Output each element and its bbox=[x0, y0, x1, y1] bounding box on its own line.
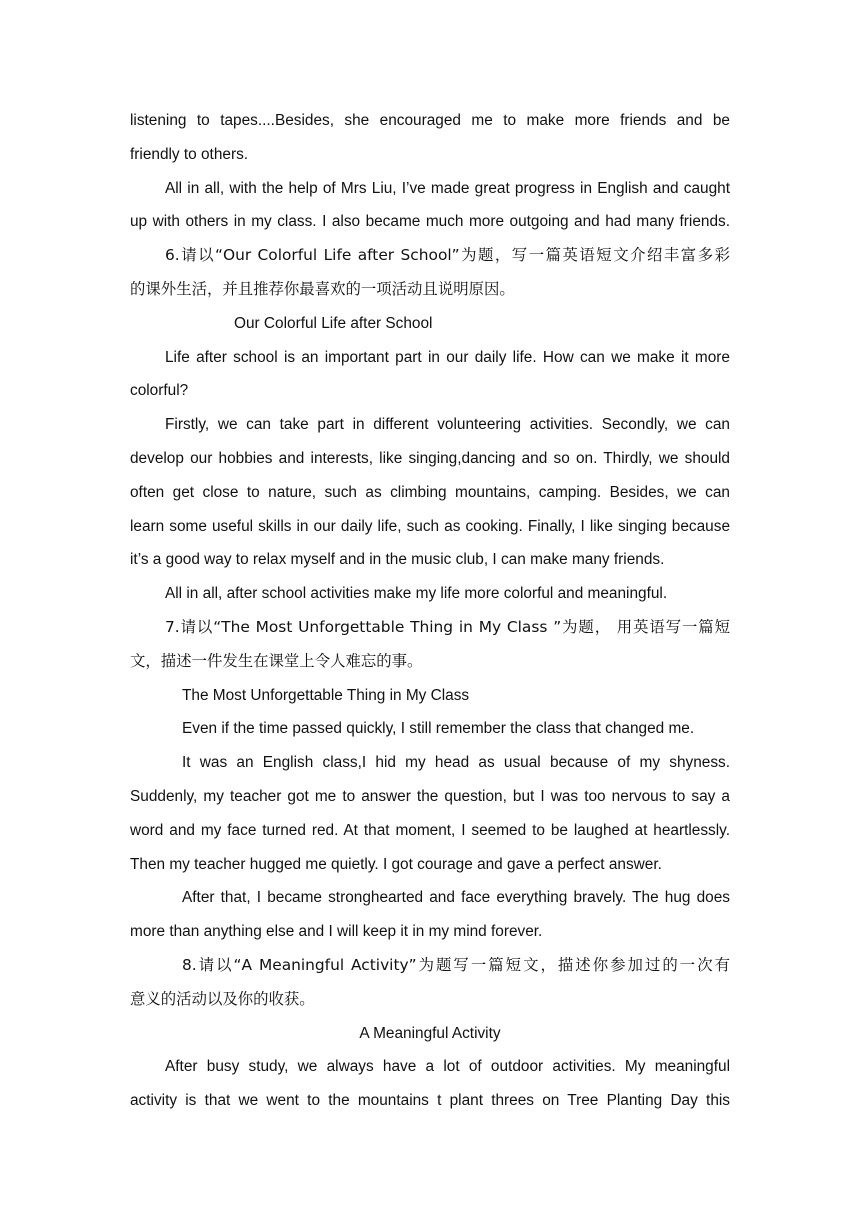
text-line: Suddenly, my teacher got me to answer the question, but I was too nervous to say a bbox=[130, 787, 730, 805]
text-line: 文，描述一件发生在课堂上令人难忘的事。 bbox=[130, 651, 423, 670]
text-line: After that, I became stronghearted and face everything bravely. The hug does bbox=[182, 889, 730, 907]
text-line: It was an English class,I hid my head as usual because of my shyness. bbox=[182, 754, 730, 772]
text-line: learn some useful skills in our daily life, such as cooking. Finally, I like singing because bbox=[130, 517, 730, 535]
text-line: Our Colorful Life after School bbox=[234, 314, 433, 332]
text-line: 6.请以“Our Colorful Life after School”为题，写一篇英语短文介绍丰富多彩 bbox=[165, 246, 730, 265]
text-line: develop our hobbies and interests, like singing,dancing and so on. Thirdly, we should bbox=[130, 449, 730, 467]
text-line: colorful? bbox=[130, 382, 189, 400]
text-line: 意义的活动以及你的收获。 bbox=[130, 989, 315, 1008]
text-line: it’s a good way to relax myself and in the music club, I can make many friends. bbox=[130, 551, 665, 569]
text-line: Then my teacher hugged me quietly. I got courage and gave a perfect answer. bbox=[130, 855, 662, 873]
text-line: All in all, with the help of Mrs Liu, I’ve made great progress in English and caught bbox=[165, 179, 730, 197]
text-line: After busy study, we always have a lot of outdoor activities. My meaningful bbox=[165, 1058, 730, 1076]
text-line: listening to tapes....Besides, she encouraged me to make more friends and be bbox=[130, 112, 730, 129]
text-line: All in all, after school activities make my life more colorful and meaningful. bbox=[165, 585, 668, 603]
text-line: 的课外生活，并且推荐你最喜欢的一项活动且说明原因。 bbox=[130, 279, 515, 298]
text-line: A Meaningful Activity bbox=[359, 1024, 501, 1042]
document-page bbox=[130, 104, 730, 1118]
text-line: friendly to others. bbox=[130, 145, 249, 163]
text-line: activity is that we went to the mountains t plant threes on Tree Planting Day this bbox=[130, 1092, 730, 1110]
text-line: Firstly, we can take part in different volunteering activities. Secondly, we can bbox=[165, 416, 730, 434]
text-line: The Most Unforgettable Thing in My Class bbox=[182, 686, 470, 704]
text-line: more than anything else and I will keep it in my mind forever. bbox=[130, 923, 543, 941]
text-line: 8.请以“A Meaningful Activity”为题写一篇短文，描述你参加过的一次有 bbox=[182, 955, 730, 974]
text-line: Even if the time passed quickly, I still remember the class that changed me. bbox=[182, 720, 695, 738]
text-line: up with others in my class. I also became much more outgoing and had many friends. bbox=[130, 213, 730, 231]
text-line: 7.请以“The Most Unforgettable Thing in My Class ”为题， 用英语写一篇短 bbox=[165, 617, 730, 636]
text-line: Life after school is an important part in our daily life. How can we make it more bbox=[165, 348, 730, 366]
text-line: often get close to nature, such as climbing mountains, camping. Besides, we can bbox=[130, 483, 730, 501]
text-line: word and my face turned red. At that moment, I seemed to be laughed at heartlessly. bbox=[130, 821, 730, 839]
